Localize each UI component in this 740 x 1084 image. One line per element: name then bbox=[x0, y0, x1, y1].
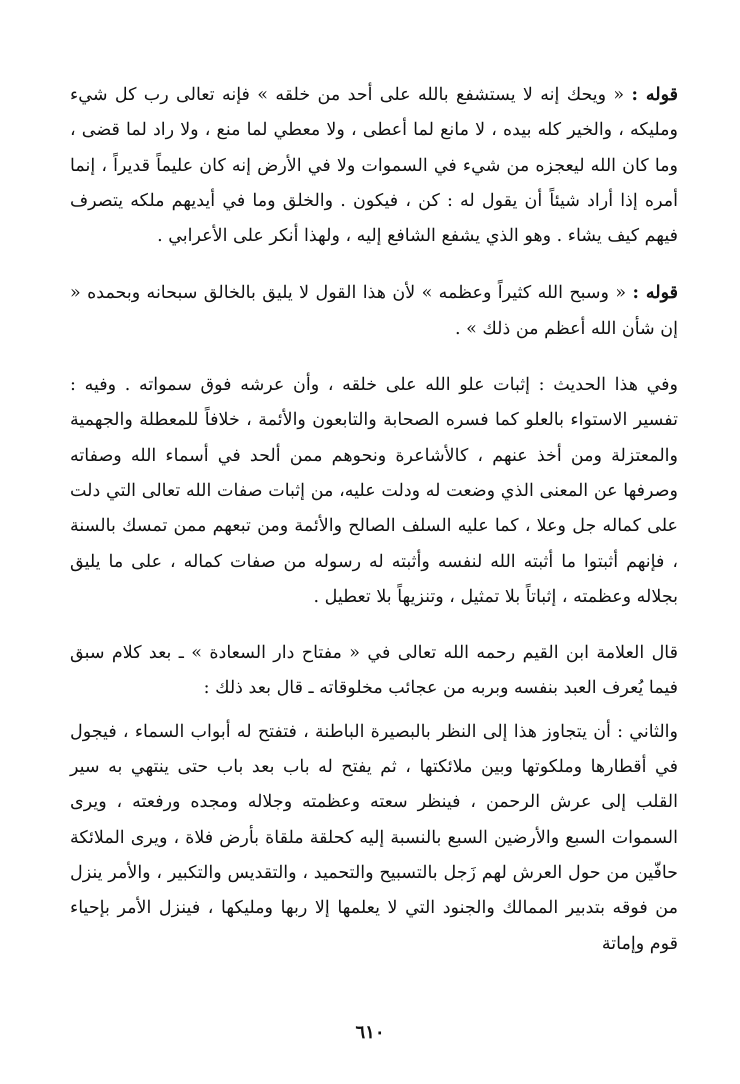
paragraph-2-text: « وسبح الله كثيراً وعظمه » لأن هذا القول لا يليق بالخالق سبحانه وبحمده « إن شأن الله أعظم من ذلك » . bbox=[70, 283, 678, 339]
page-number: ٦١٠ bbox=[355, 1022, 385, 1043]
paragraph-3 bbox=[70, 368, 678, 615]
paragraph-gap bbox=[70, 347, 678, 368]
paragraph-1 bbox=[70, 78, 678, 254]
paragraph-4-text: قال العلامة ابن القيم رحمه الله تعالى في « مفتاح دار السعادة » ـ بعد كلام سبق فيما يُعرف العبد بنفسه وبربه من عجائب مخلوقاته ـ قال بعد ذلك : bbox=[70, 643, 678, 699]
paragraph-5-text: والثاني : أن يتجاوز هذا إلى النظر بالبصيرة الباطنة ، فتفتح له أبواب السماء ، فيجول في أقطارها وملكوتها وبين ملائكتها ، ثم يفتح له باب بعد باب حتى ينتهي به سير القلب إلى عرش الرحمن ، فينظر سعته وعظمته وجلاله ومجده ورفعته ، ويرى السموات السبع والأرضين السبع بالنسبة إليه كحلقة ملقاة بأرض فلاة ، ويرى الملائكة حافّين من حول العرش لهم زَجل بالتسبيح والتحميد ، والتقديس والتكبير ، والأمر ينزل من فوقه بتدبير الممالك والجنود التي لا يعلمها إلا ربها ومليكها ، فينزل الأمر بإحياء قوم وإماتة bbox=[70, 721, 678, 954]
paragraph-4 bbox=[70, 636, 678, 707]
paragraph-5 bbox=[70, 715, 678, 962]
paragraph-2 bbox=[70, 276, 678, 347]
paragraph-gap bbox=[70, 707, 678, 715]
paragraph-gap bbox=[70, 254, 678, 276]
paragraph-1-text: « ويحك إنه لا يستشفع بالله على أحد من خلقه » فإنه تعالى رب كل شيء ومليكه ، والخير كله بيده ، لا مانع لما أعطى ، ولا معطي لما منع ، ولا راد لما قضى ، وما كان الله ليعجزه من شيء في السموات ولا في الأرض إنه كان عليماً قديراً ، إنما أمره إذا أراد شيئاً أن يقول له : كن ، فيكون . والخلق وما في أيديهم ملكه يتصرف فيهم كيف يشاء . وهو الذي يشفع الشافع إليه ، ولهذا أنكر على الأعرابي . bbox=[70, 85, 678, 247]
paragraph-2-lead: قوله : bbox=[632, 283, 678, 304]
paragraph-3-text: وفي هذا الحديث : إثبات علو الله على خلقه ، وأن عرشه فوق سمواته . وفيه : تفسير الاستواء بالعلو كما فسره الصحابة والتابعون والأئمة ، خلافاً للمعطلة والجهمية والمعتزلة ومن أخذ عنهم ، كالأشاعرة ونحوهم ممن ألحد في أسماء الله وصفاته وصرفها عن المعنى الذي وضعت له ودلت عليه، من إثبات صفات الله تعالى التي دلت على كماله جل وعلا ، كما عليه السلف الصالح والأئمة ومن تبعهم ممن تمسك بالسنة ، فإنهم أثبتوا ما أثبته الله لنفسه وأثبته له رسوله من صفات كماله ، على ما يليق بجلاله وعظمته ، إثباتاً بلا تمثيل ، وتنزيهاً بلا تعطيل . bbox=[70, 375, 678, 607]
page-body bbox=[70, 78, 678, 962]
paragraph-gap bbox=[70, 615, 678, 636]
paragraph-1-lead: قوله : bbox=[631, 85, 678, 105]
